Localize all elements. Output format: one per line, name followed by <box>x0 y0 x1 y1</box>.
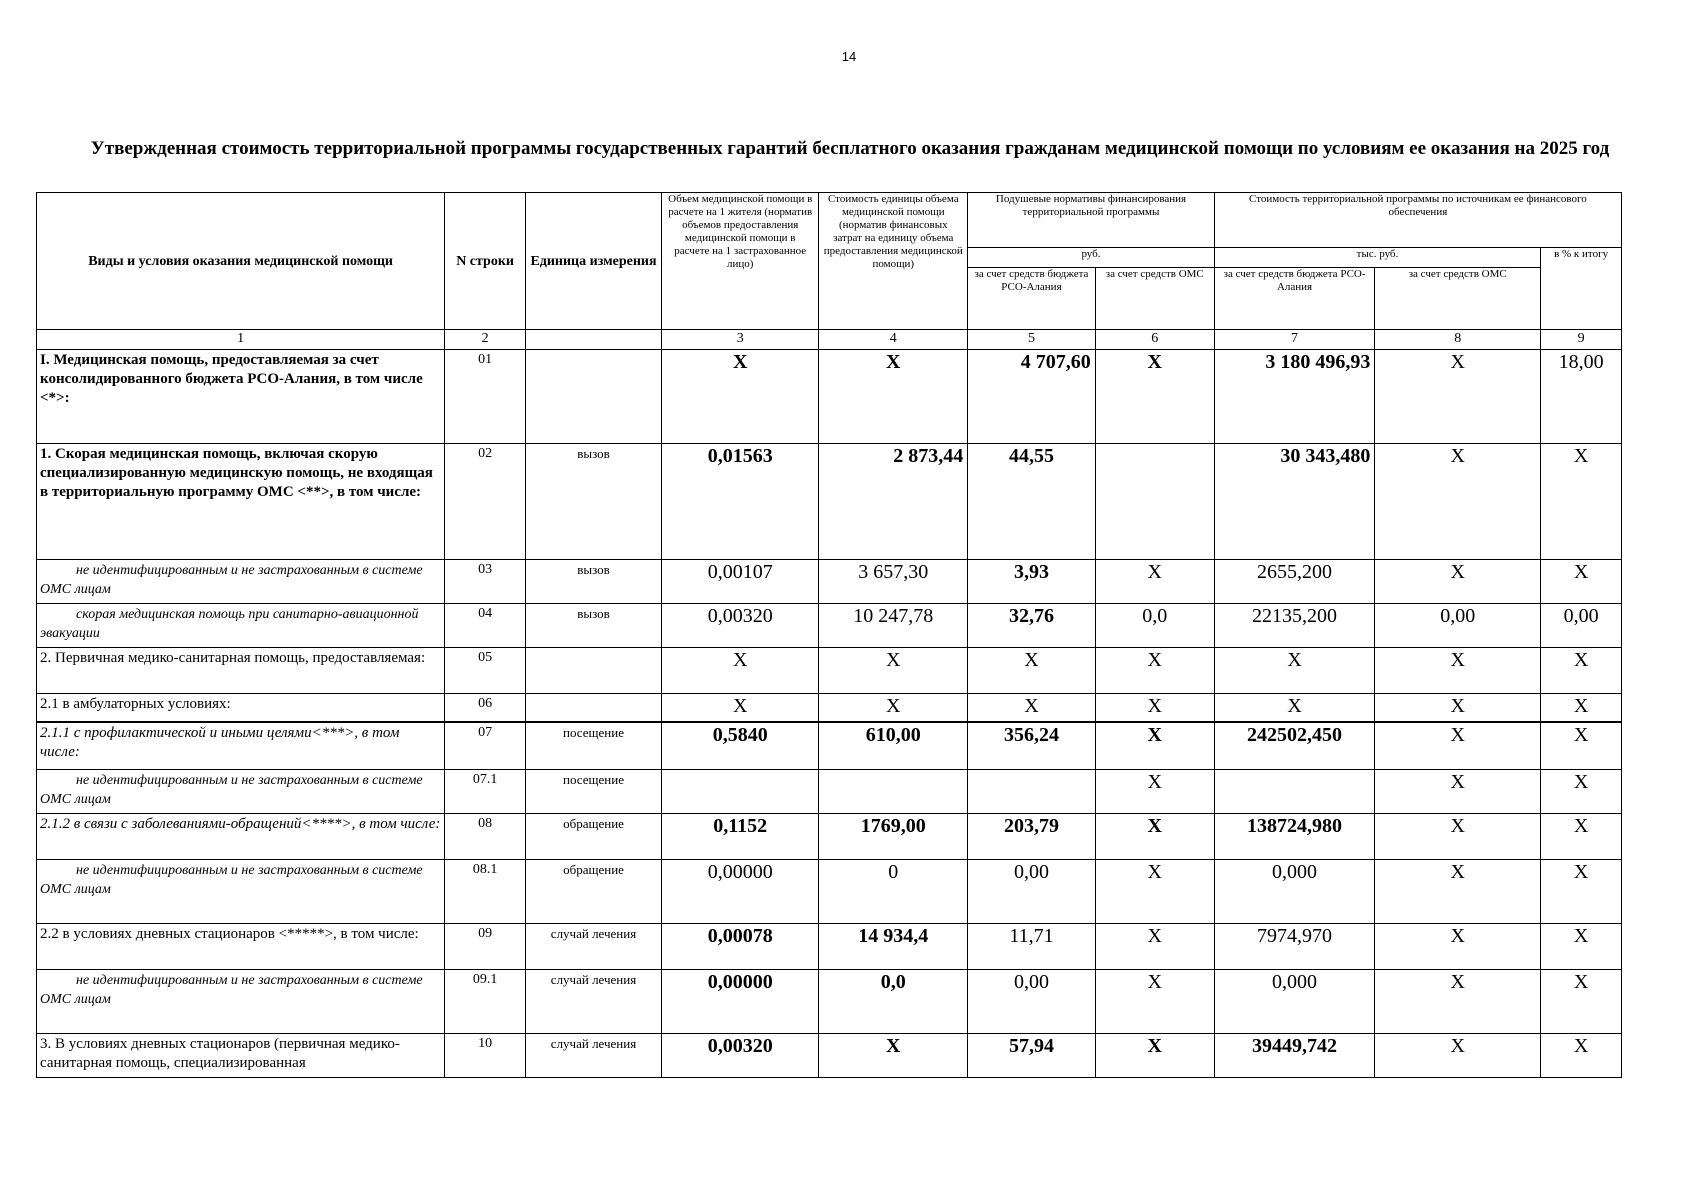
cell-oms-rub: X <box>1095 860 1214 924</box>
cell-volume: 0,1152 <box>662 814 819 860</box>
cell-cost: 3 657,30 <box>819 560 968 604</box>
cell-volume: X <box>662 694 819 722</box>
row-name: 2.2 в условиях дневных стационаров <*****>, в том числе: <box>37 924 445 970</box>
row-unit: случай лечения <box>525 924 661 970</box>
header-types: Виды и условия оказания медицинской помощи <box>37 193 445 330</box>
row-name: 2.1 в амбулаторных условиях: <box>37 694 445 722</box>
row-unit: вызов <box>525 560 661 604</box>
col-number: 9 <box>1541 330 1622 350</box>
cell-volume: 0,01563 <box>662 444 819 560</box>
cell-budget-thous: 30 343,480 <box>1214 444 1375 560</box>
row-number: 10 <box>445 1034 526 1078</box>
cost-table <box>36 192 1622 1078</box>
header-program-cost: Стоимость территориальной программы по источникам ее финансового обеспечения <box>1214 193 1621 248</box>
cell-oms-thous: X <box>1375 722 1541 770</box>
cell-budget-thous: 138724,980 <box>1214 814 1375 860</box>
row-unit: посещение <box>525 770 661 814</box>
cell-budget-rub: 57,94 <box>968 1034 1096 1078</box>
cell-oms-thous: 0,00 <box>1375 604 1541 648</box>
col-number: 1 <box>37 330 445 350</box>
cell-budget-rub: 0,00 <box>968 860 1096 924</box>
cell-percent: 18,00 <box>1541 350 1622 444</box>
cell-oms-thous: X <box>1375 770 1541 814</box>
cell-percent: X <box>1541 648 1622 694</box>
cell-cost: 610,00 <box>819 722 968 770</box>
row-name <box>37 604 445 648</box>
cell-budget-thous: 0,000 <box>1214 860 1375 924</box>
header-per-capita: Подушевые нормативы финансирования территориальной программы <box>968 193 1215 248</box>
row-name <box>37 770 445 814</box>
cell-oms-rub: X <box>1095 970 1214 1034</box>
cell-volume: 0,00320 <box>662 604 819 648</box>
cell-oms-rub <box>1095 444 1214 560</box>
cell-volume: 0,00000 <box>662 970 819 1034</box>
cell-oms-rub: X <box>1095 770 1214 814</box>
header-thous-rub: тыс. руб. <box>1214 248 1540 268</box>
row-name: 1. Скорая медицинская помощь, включая скорую специализированную медицинскую помощь, не входящая в территориальную программу ОМС <**>, в том числе: <box>37 444 445 560</box>
col-number: 7 <box>1214 330 1375 350</box>
cell-oms-thous: X <box>1375 350 1541 444</box>
cell-oms-thous: X <box>1375 560 1541 604</box>
cell-budget-rub: 32,76 <box>968 604 1096 648</box>
cell-oms-thous: X <box>1375 970 1541 1034</box>
cell-volume: 0,00320 <box>662 1034 819 1078</box>
cell-budget-rub: 203,79 <box>968 814 1096 860</box>
table-row <box>37 722 1622 770</box>
row-name-text: не идентифицированным и не застрахованным в системе ОМС лицам <box>40 773 423 807</box>
header-rub: руб. <box>968 248 1215 268</box>
header-volume: Объем медицинской помощи в расчете на 1 жителя (норматив объемов предоставления медицинской помощи в расчете на 1 застрахованное лицо) <box>662 193 819 330</box>
row-unit: вызов <box>525 444 661 560</box>
cell-oms-rub: X <box>1095 350 1214 444</box>
row-name <box>37 970 445 1034</box>
table-row <box>37 444 1622 560</box>
cell-oms-rub: X <box>1095 648 1214 694</box>
cell-budget-thous: 3 180 496,93 <box>1214 350 1375 444</box>
row-number: 02 <box>445 444 526 560</box>
row-name <box>37 860 445 924</box>
cell-oms-rub: X <box>1095 1034 1214 1078</box>
row-unit <box>525 350 661 444</box>
cell-budget-thous: 39449,742 <box>1214 1034 1375 1078</box>
row-name: I. Медицинская помощь, предоставляемая за счет консолидированного бюджета РСО-Алания, в том числе <*>: <box>37 350 445 444</box>
row-name <box>37 814 445 860</box>
cell-percent: 0,00 <box>1541 604 1622 648</box>
cell-percent: X <box>1541 970 1622 1034</box>
header-unit: Единица измерения <box>525 193 661 330</box>
cell-oms-thous: X <box>1375 444 1541 560</box>
header-budget-2: за счет средств бюджета РСО-Алания <box>1214 268 1375 330</box>
document-title: Утвержденная стоимость территориальной программы государственных гарантий бесплатного оказания гражданам медицинской помощи по условиям ее оказания на 2025 год <box>90 138 1610 159</box>
cell-oms-thous: X <box>1375 814 1541 860</box>
row-name-text: 2.1.1 с профилактической и иными целями<***>, в том числе: <box>40 724 400 760</box>
cell-budget-thous: 22135,200 <box>1214 604 1375 648</box>
cell-cost: X <box>819 694 968 722</box>
row-unit: вызов <box>525 604 661 648</box>
col-number: 4 <box>819 330 968 350</box>
cell-budget-thous: 242502,450 <box>1214 722 1375 770</box>
row-number: 01 <box>445 350 526 444</box>
row-unit: обращение <box>525 814 661 860</box>
cell-percent: X <box>1541 860 1622 924</box>
cell-oms-rub: X <box>1095 814 1214 860</box>
col-number: 5 <box>968 330 1096 350</box>
cell-oms-rub: X <box>1095 924 1214 970</box>
table-row <box>37 350 1622 444</box>
cell-budget-thous: X <box>1214 648 1375 694</box>
row-unit: случай лечения <box>525 970 661 1034</box>
header-budget: за счет средств бюджета РСО-Алания <box>968 268 1096 330</box>
row-name-text: не идентифицированным и не застрахованным в системе ОМС лицам <box>40 563 423 597</box>
cell-cost: X <box>819 350 968 444</box>
table-row <box>37 970 1622 1034</box>
col-number: 3 <box>662 330 819 350</box>
cell-percent: X <box>1541 722 1622 770</box>
cell-budget-rub <box>968 770 1096 814</box>
cell-cost: 0 <box>819 860 968 924</box>
table-row <box>37 924 1622 970</box>
cell-cost <box>819 770 968 814</box>
table-row <box>37 604 1622 648</box>
table-row <box>37 560 1622 604</box>
cell-cost: 1769,00 <box>819 814 968 860</box>
cell-cost: 2 873,44 <box>819 444 968 560</box>
cell-percent: X <box>1541 770 1622 814</box>
cell-volume: 0,00107 <box>662 560 819 604</box>
row-number: 07 <box>445 722 526 770</box>
cell-oms-rub: X <box>1095 722 1214 770</box>
cell-percent: X <box>1541 924 1622 970</box>
col-number <box>525 330 661 350</box>
column-numbers-row <box>37 330 1622 350</box>
row-unit <box>525 694 661 722</box>
cell-oms-thous: X <box>1375 694 1541 722</box>
cell-oms-thous: X <box>1375 924 1541 970</box>
row-name-text: не идентифицированным и не застрахованным в системе ОМС лицам <box>40 973 423 1007</box>
cell-volume <box>662 770 819 814</box>
cell-budget-thous: 7974,970 <box>1214 924 1375 970</box>
cell-volume: 0,5840 <box>662 722 819 770</box>
table-row <box>37 814 1622 860</box>
cell-oms-thous: X <box>1375 1034 1541 1078</box>
cell-percent: X <box>1541 814 1622 860</box>
cell-oms-thous: X <box>1375 648 1541 694</box>
row-number: 09 <box>445 924 526 970</box>
col-number: 2 <box>445 330 526 350</box>
cell-budget-rub: 0,00 <box>968 970 1096 1034</box>
cell-volume: 0,00000 <box>662 860 819 924</box>
col-number: 8 <box>1375 330 1541 350</box>
row-number: 04 <box>445 604 526 648</box>
cell-budget-rub: 11,71 <box>968 924 1096 970</box>
header-oms-2: за счет средств ОМС <box>1375 268 1541 330</box>
col-number: 6 <box>1095 330 1214 350</box>
row-number: 08 <box>445 814 526 860</box>
row-number: 09.1 <box>445 970 526 1034</box>
row-number: 06 <box>445 694 526 722</box>
cell-percent: X <box>1541 1034 1622 1078</box>
cell-budget-rub: 3,93 <box>968 560 1096 604</box>
cell-budget-rub: X <box>968 648 1096 694</box>
table-row <box>37 1034 1622 1078</box>
header-oms: за счет средств ОМС <box>1095 268 1214 330</box>
cell-budget-thous: X <box>1214 694 1375 722</box>
header-percent: в % к итогу <box>1541 248 1622 330</box>
cell-volume: X <box>662 648 819 694</box>
cell-volume: 0,00078 <box>662 924 819 970</box>
row-name-text: не идентифицированным и не застрахованным в системе ОМС лицам <box>40 863 423 897</box>
cell-budget-thous <box>1214 770 1375 814</box>
table-row <box>37 648 1622 694</box>
row-name-text: скорая медицинская помощь при санитарно-авиационной эвакуации <box>40 607 419 641</box>
table-row <box>37 860 1622 924</box>
cell-budget-rub: 4 707,60 <box>968 350 1096 444</box>
cell-percent: X <box>1541 444 1622 560</box>
cell-budget-rub: 44,55 <box>968 444 1096 560</box>
page-number: 14 <box>841 49 857 64</box>
cell-percent: X <box>1541 694 1622 722</box>
header-row-number: N строки <box>445 193 526 330</box>
row-number: 08.1 <box>445 860 526 924</box>
cell-percent: X <box>1541 560 1622 604</box>
row-name: 2. Первичная медико-санитарная помощь, предоставляемая: <box>37 648 445 694</box>
cell-budget-thous: 0,000 <box>1214 970 1375 1034</box>
cell-volume: X <box>662 350 819 444</box>
row-unit <box>525 648 661 694</box>
cell-oms-thous: X <box>1375 860 1541 924</box>
row-name: 3. В условиях дневных стационаров (первичная медико-санитарная помощь, специализированная <box>37 1034 445 1078</box>
cell-oms-rub: X <box>1095 694 1214 722</box>
row-number: 05 <box>445 648 526 694</box>
table-row <box>37 770 1622 814</box>
row-name <box>37 722 445 770</box>
cell-budget-thous: 2655,200 <box>1214 560 1375 604</box>
header-cost: Стоимость единицы объема медицинской помощи (норматив финансовых затрат на единицу объема предоставления медицинской помощи) <box>819 193 968 330</box>
row-unit: случай лечения <box>525 1034 661 1078</box>
cell-budget-rub: 356,24 <box>968 722 1096 770</box>
row-unit: обращение <box>525 860 661 924</box>
cell-oms-rub: 0,0 <box>1095 604 1214 648</box>
row-name-text: 2.1.2 в связи с заболеваниями-обращений<****>, в том числе: <box>40 816 441 832</box>
cell-cost: X <box>819 1034 968 1078</box>
row-number: 03 <box>445 560 526 604</box>
cell-budget-rub: X <box>968 694 1096 722</box>
cell-oms-rub: X <box>1095 560 1214 604</box>
row-number: 07.1 <box>445 770 526 814</box>
row-unit: посещение <box>525 722 661 770</box>
cell-cost: 10 247,78 <box>819 604 968 648</box>
row-name <box>37 560 445 604</box>
cell-cost: 0,0 <box>819 970 968 1034</box>
cell-cost: 14 934,4 <box>819 924 968 970</box>
table-row <box>37 694 1622 722</box>
cell-cost: X <box>819 648 968 694</box>
